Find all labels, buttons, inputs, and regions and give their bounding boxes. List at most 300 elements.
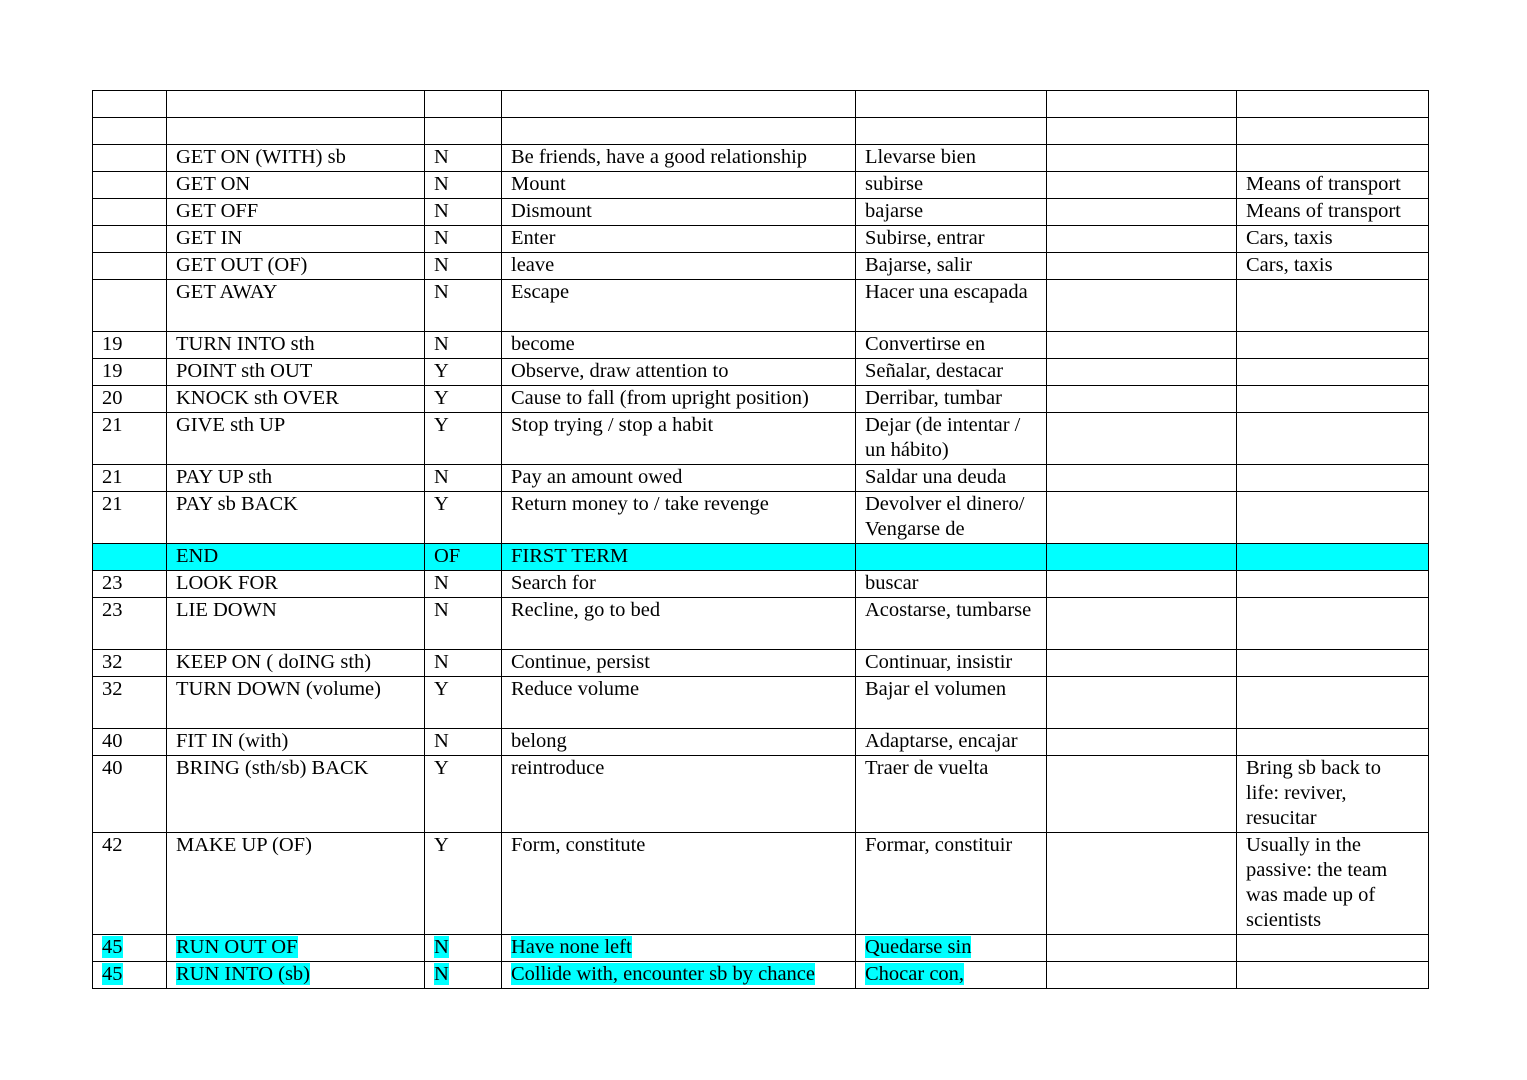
notes-cell [1237,280,1429,332]
cell-text: Enter [511,227,556,249]
empty-cell [1047,935,1237,962]
translation-cell [856,598,1047,650]
table-row [93,226,1429,253]
translation-cell [856,253,1047,280]
cell-text: Bring sb back to life: reviver, resucitar [1246,757,1381,829]
cell-text: 23 [102,599,123,621]
definition-cell [502,199,856,226]
cell-text: Dismount [511,200,592,222]
cell-text: Y [434,757,449,779]
phrasal-verb-cell [167,729,425,756]
cell-text: 42 [102,834,123,856]
cell-text: reintroduce [511,757,605,779]
translation-cell [856,544,1047,571]
definition-cell [502,91,856,118]
cell-text: become [511,333,575,355]
cell-text: Cars, taxis [1246,254,1333,276]
cell-text: Subirse, entrar [865,227,985,249]
empty-cell [1047,571,1237,598]
unit-cell [93,677,167,729]
cell-text: Bajar el volumen [865,678,1007,700]
translation-cell [856,756,1047,833]
cell-text: leave [511,254,555,276]
notes-cell [1237,756,1429,833]
empty-cell [1047,172,1237,199]
phrasal-verb-cell [167,962,425,989]
notes-cell [1237,386,1429,413]
table-row [93,962,1429,989]
cell-text: N [434,200,449,222]
notes-cell [1237,677,1429,729]
cell-text: GET AWAY [176,281,278,303]
notes-cell [1237,465,1429,492]
empty-cell [1047,145,1237,172]
empty-cell [1047,677,1237,729]
translation-cell [856,199,1047,226]
separable-cell [425,359,502,386]
cell-text: 21 [102,493,123,515]
cell-text: Means of transport [1246,200,1401,222]
phrasal-verb-cell [167,598,425,650]
unit-cell [93,756,167,833]
notes-cell [1237,729,1429,756]
definition-cell [502,280,856,332]
empty-cell [1047,650,1237,677]
cell-text: PAY UP sth [176,466,273,488]
unit-cell [93,935,167,962]
translation-cell [856,492,1047,544]
table-row [93,756,1429,833]
separable-cell [425,544,502,571]
table-row [93,650,1429,677]
separable-cell [425,962,502,989]
unit-cell [93,199,167,226]
unit-cell [93,359,167,386]
definition-cell [502,386,856,413]
unit-cell [93,253,167,280]
unit-cell [93,833,167,935]
definition-cell [502,962,856,989]
definition-cell [502,253,856,280]
separable-cell [425,756,502,833]
definition-cell [502,756,856,833]
cell-text: Formar, constituir [865,834,1013,856]
phrasal-verb-cell [167,91,425,118]
unit-cell [93,280,167,332]
cell-text: N [434,281,449,303]
separable-cell [425,598,502,650]
table-row [93,729,1429,756]
separable-cell [425,253,502,280]
cell-text: GIVE sth UP [176,414,286,436]
table-row [93,935,1429,962]
empty-cell [1047,756,1237,833]
phrasal-verb-cell [167,756,425,833]
unit-cell [93,598,167,650]
phrasal-verb-cell [167,935,425,962]
cell-text: Y [434,360,449,382]
cell-text: N [434,333,449,355]
cell-text: Recline, go to bed [511,599,661,621]
translation-cell [856,226,1047,253]
cell-text: 19 [102,360,123,382]
cell-text: N [434,572,449,594]
separable-cell [425,465,502,492]
table-row [93,280,1429,332]
empty-cell [1047,386,1237,413]
empty-cell [1047,544,1237,571]
table-row [93,571,1429,598]
cell-text: LOOK FOR [176,572,278,594]
notes-cell [1237,359,1429,386]
cell-text: KNOCK sth OVER [176,387,339,409]
phrasal-verb-cell [167,677,425,729]
phrasal-verb-cell [167,253,425,280]
separable-cell [425,91,502,118]
phrasal-verb-cell [167,465,425,492]
translation-cell [856,962,1047,989]
cell-text: 23 [102,572,123,594]
cell-text: Continue, persist [511,651,650,673]
unit-cell [93,172,167,199]
cell-text: GET OFF [176,200,259,222]
cell-text: 32 [102,678,123,700]
phrasal-verb-cell [167,199,425,226]
definition-cell [502,729,856,756]
empty-cell [1047,465,1237,492]
empty-cell [1047,226,1237,253]
unit-cell [93,465,167,492]
cell-text: N [434,963,449,985]
definition-cell [502,226,856,253]
separable-cell [425,571,502,598]
translation-cell [856,172,1047,199]
notes-cell [1237,253,1429,280]
separable-cell [425,226,502,253]
definition-cell [502,118,856,145]
cell-text: Usually in the passive: the team was made up of scientists [1246,834,1388,931]
table-row [93,413,1429,465]
definition-cell [502,650,856,677]
cell-text: N [434,730,449,752]
cell-text: N [434,599,449,621]
definition-cell [502,172,856,199]
term-divider-row [93,544,1429,571]
definition-cell [502,598,856,650]
table-row [93,677,1429,729]
table-row [93,386,1429,413]
notes-cell [1237,962,1429,989]
cell-text: N [434,254,449,276]
definition-cell [502,544,856,571]
notes-cell [1237,226,1429,253]
cell-text: PAY sb BACK [176,493,298,515]
unit-cell [93,118,167,145]
definition-cell [502,571,856,598]
cell-text: Y [434,834,449,856]
table-row [93,465,1429,492]
cell-text: Have none left [511,936,632,958]
cell-text: KEEP ON ( doING sth) [176,651,372,673]
cell-text: Be friends, have a good relationship [511,146,808,168]
notes-cell [1237,145,1429,172]
unit-cell [93,145,167,172]
unit-cell [93,650,167,677]
cell-text: 21 [102,466,123,488]
empty-cell [1047,833,1237,935]
cell-text: Stop trying / stop a habit [511,414,714,436]
cell-text: BRING (sth/sb) BACK [176,757,369,779]
empty-cell [1047,253,1237,280]
phrasal-verb-cell [167,413,425,465]
cell-text: Collide with, encounter sb by chance [511,963,815,985]
notes-cell [1237,571,1429,598]
translation-cell [856,118,1047,145]
cell-text: 40 [102,757,123,779]
separable-cell [425,199,502,226]
notes-cell [1237,199,1429,226]
translation-cell [856,145,1047,172]
phrasal-verb-cell [167,544,425,571]
empty-cell [1047,598,1237,650]
cell-text: RUN OUT OF [176,936,298,958]
cell-text: Y [434,387,449,409]
phrasal-verb-cell [167,833,425,935]
cell-text: Saldar una deuda [865,466,1007,488]
cell-text: RUN INTO (sb) [176,963,311,985]
unit-cell [93,91,167,118]
empty-cell [1047,413,1237,465]
cell-text: 19 [102,333,123,355]
cell-text: Quedarse sin [865,936,972,958]
cell-text: GET ON [176,173,251,195]
cell-text: N [434,466,449,488]
cell-text: Y [434,414,449,436]
empty-cell [1047,962,1237,989]
cell-text: N [434,146,449,168]
separable-cell [425,172,502,199]
notes-cell [1237,118,1429,145]
unit-cell [93,386,167,413]
unit-cell [93,571,167,598]
table-row [93,598,1429,650]
translation-cell [856,650,1047,677]
definition-cell [502,145,856,172]
definition-cell [502,492,856,544]
cell-text: Chocar con, [865,963,965,985]
notes-cell [1237,492,1429,544]
separable-cell [425,386,502,413]
definition-cell [502,935,856,962]
empty-cell [1047,332,1237,359]
cell-text: FIT IN (with) [176,730,289,752]
cell-text: bajarse [865,200,924,222]
cell-text: Convertirse en [865,333,986,355]
table-row [93,253,1429,280]
phrasal-verb-cell [167,359,425,386]
cell-text: GET OUT (OF) [176,254,308,276]
unit-cell [93,962,167,989]
phrasal-verb-cell [167,118,425,145]
empty-cell [1047,280,1237,332]
notes-cell [1237,91,1429,118]
translation-cell [856,729,1047,756]
cell-text: 45 [102,963,123,985]
notes-cell [1237,935,1429,962]
cell-text: TURN DOWN (volume) [176,678,381,700]
cell-text: N [434,173,449,195]
phrasal-verb-cell [167,386,425,413]
translation-cell [856,332,1047,359]
definition-cell [502,413,856,465]
notes-cell [1237,332,1429,359]
cell-text: 20 [102,387,123,409]
phrasal-verb-cell [167,492,425,544]
table-row [93,332,1429,359]
cell-text: Señalar, destacar [865,360,1004,382]
phrasal-verbs-table [92,90,1429,989]
cell-text: GET ON (WITH) sb [176,146,346,168]
definition-cell [502,359,856,386]
cell-text: TURN INTO sth [176,333,315,355]
cell-text: OF [434,545,461,567]
cell-text: Pay an amount owed [511,466,683,488]
translation-cell [856,465,1047,492]
notes-cell [1237,544,1429,571]
cell-text: END [176,545,219,567]
translation-cell [856,359,1047,386]
cell-text: Llevarse bien [865,146,976,168]
cell-text: 21 [102,414,123,436]
separable-cell [425,833,502,935]
translation-cell [856,413,1047,465]
cell-text: Dejar (de intentar / un hábito) [865,414,1021,461]
table-row [93,833,1429,935]
separable-cell [425,118,502,145]
empty-cell [1047,359,1237,386]
separable-cell [425,145,502,172]
phrasal-verb-cell [167,650,425,677]
cell-text: Y [434,678,449,700]
phrasal-verb-cell [167,145,425,172]
empty-cell [1047,729,1237,756]
notes-cell [1237,598,1429,650]
cell-text: Means of transport [1246,173,1401,195]
cell-text: belong [511,730,567,752]
cell-text: LIE DOWN [176,599,277,621]
cell-text: N [434,936,449,958]
cell-text: Mount [511,173,566,195]
cell-text: Derribar, tumbar [865,387,1002,409]
table-row [93,492,1429,544]
phrasal-verb-cell [167,280,425,332]
notes-cell [1237,172,1429,199]
cell-text: buscar [865,572,919,594]
separable-cell [425,935,502,962]
unit-cell [93,413,167,465]
cell-text: subirse [865,173,924,195]
cell-text: N [434,227,449,249]
table-row [93,145,1429,172]
translation-cell [856,833,1047,935]
separable-cell [425,677,502,729]
definition-cell [502,465,856,492]
notes-cell [1237,413,1429,465]
cell-text: Y [434,493,449,515]
translation-cell [856,91,1047,118]
cell-text: 32 [102,651,123,673]
cell-text: Return money to / take revenge [511,493,769,515]
cell-text: N [434,651,449,673]
table-row [93,172,1429,199]
cell-text: Adaptarse, encajar [865,730,1018,752]
definition-cell [502,332,856,359]
phrasal-verb-cell [167,332,425,359]
empty-cell [1047,118,1237,145]
table-row [93,91,1429,118]
separable-cell [425,729,502,756]
translation-cell [856,280,1047,332]
cell-text: Traer de vuelta [865,757,989,779]
definition-cell [502,677,856,729]
cell-text: Acostarse, tumbarse [865,599,1032,621]
cell-text: 40 [102,730,123,752]
translation-cell [856,935,1047,962]
unit-cell [93,544,167,571]
unit-cell [93,492,167,544]
cell-text: Search for [511,572,596,594]
cell-text: MAKE UP (OF) [176,834,312,856]
empty-cell [1047,91,1237,118]
separable-cell [425,413,502,465]
cell-text: Reduce volume [511,678,640,700]
cell-text: Escape [511,281,570,303]
cell-text: Observe, draw attention to [511,360,729,382]
phrasal-verb-cell [167,226,425,253]
table-row [93,118,1429,145]
separable-cell [425,280,502,332]
cell-text: Form, constitute [511,834,646,856]
cell-text: Hacer una escapada [865,281,1028,303]
table-row [93,199,1429,226]
notes-cell [1237,833,1429,935]
cell-text: POINT sth OUT [176,360,313,382]
translation-cell [856,386,1047,413]
cell-text: Cause to fall (from upright position) [511,387,809,409]
separable-cell [425,650,502,677]
phrasal-verb-cell [167,571,425,598]
unit-cell [93,332,167,359]
unit-cell [93,729,167,756]
cell-text: FIRST TERM [511,545,629,567]
empty-cell [1047,199,1237,226]
cell-text: Devolver el dinero/ Vengarse de [865,493,1025,540]
notes-cell [1237,650,1429,677]
separable-cell [425,492,502,544]
definition-cell [502,833,856,935]
translation-cell [856,571,1047,598]
cell-text: Bajarse, salir [865,254,973,276]
table-row [93,359,1429,386]
empty-cell [1047,492,1237,544]
cell-text: GET IN [176,227,243,249]
phrasal-verb-cell [167,172,425,199]
cell-text: 45 [102,936,123,958]
separable-cell [425,332,502,359]
cell-text: Cars, taxis [1246,227,1333,249]
translation-cell [856,677,1047,729]
cell-text: Continuar, insistir [865,651,1013,673]
